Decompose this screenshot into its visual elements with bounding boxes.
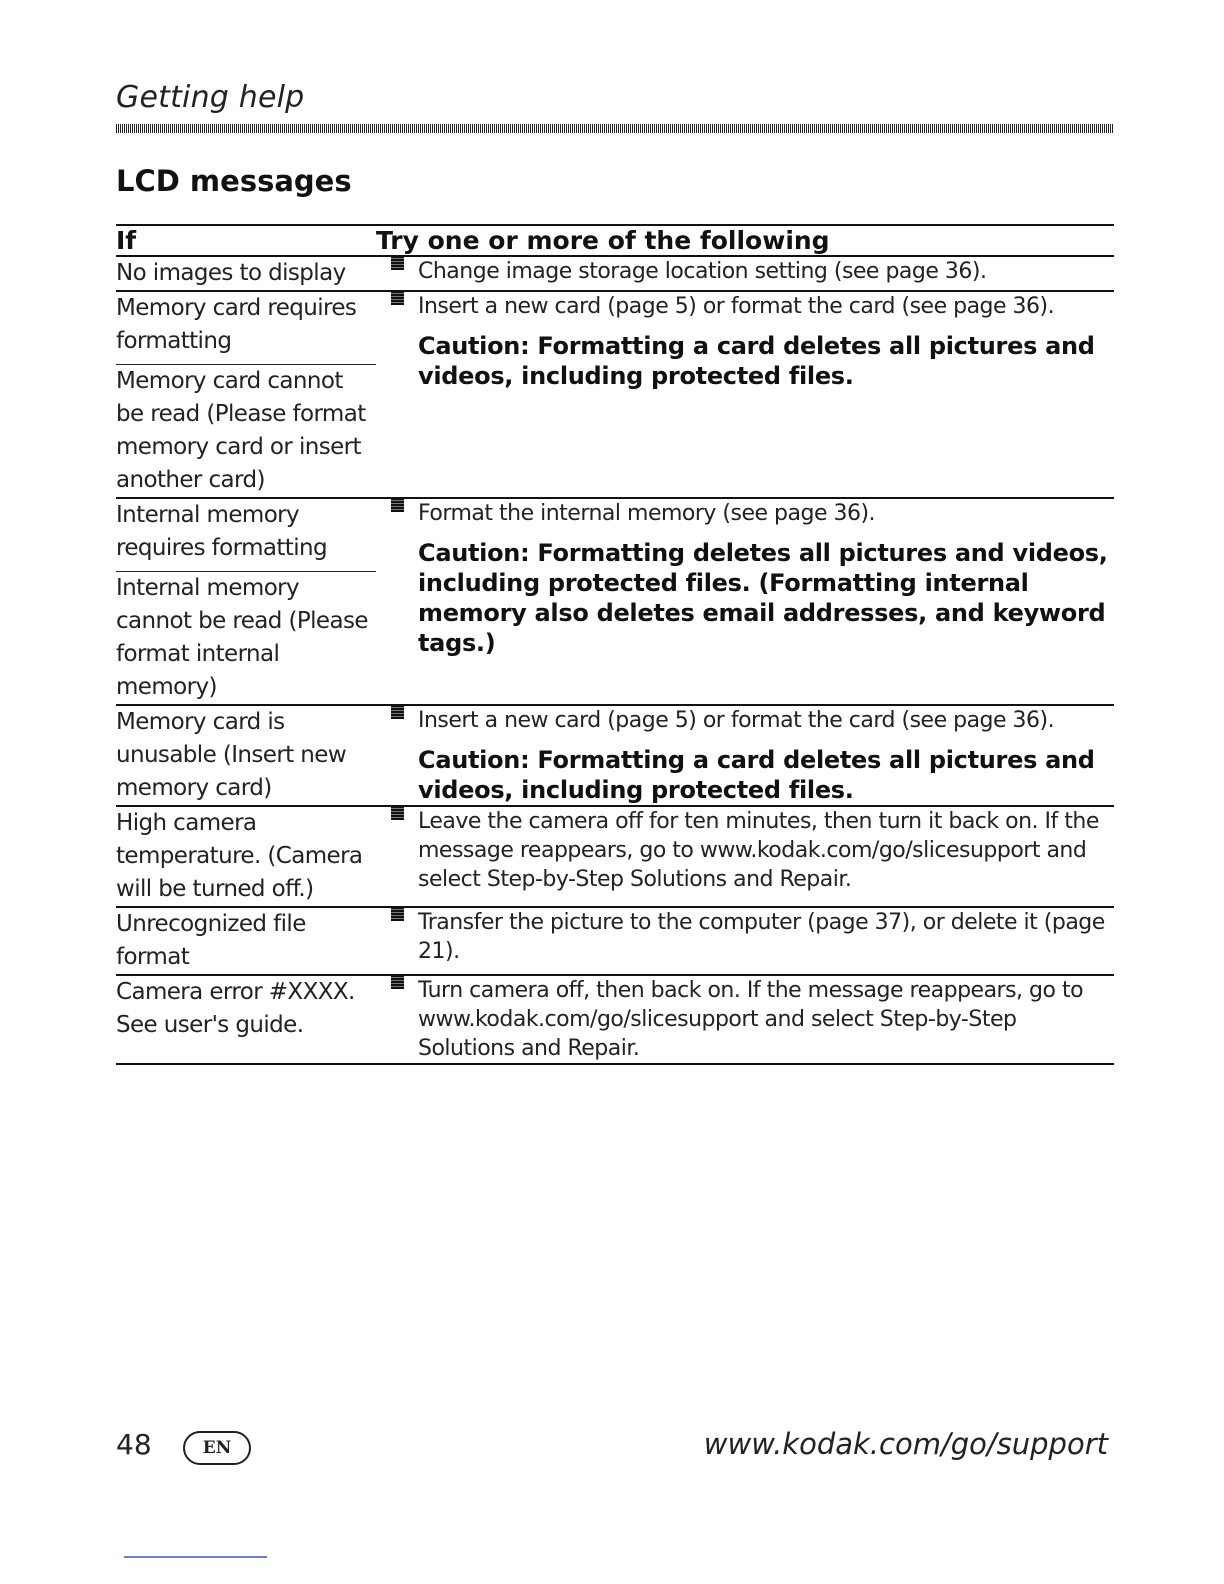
page-edge-mark [124, 1556, 267, 1558]
action-text: Turn camera off, then back on. If the message reappears, go to www.kodak.com/go/slicesupport and select Step-by-Step Solutions and Repair. [418, 978, 1084, 1061]
if-condition: No images to display [116, 256, 376, 291]
action-cell [418, 975, 1114, 1064]
bullet-icon [391, 499, 404, 512]
action-cell [418, 256, 1114, 291]
table-row [116, 256, 1114, 291]
table-row [116, 975, 1114, 1064]
if-condition: High camera temperature. (Camera will be turned off.) [116, 806, 376, 907]
section-title: LCD messages [116, 164, 352, 198]
caution-text: Caution: Formatting deletes all pictures and videos, including protected files. (Formatting internal memory also deletes email addresses, and keyword tags.) [418, 539, 1108, 657]
bullet-icon [391, 807, 404, 820]
action-cell [418, 705, 1114, 806]
column-header-try: Try one or more of the following [376, 226, 830, 255]
lcd-messages-table [116, 224, 1114, 1065]
action-text: Insert a new card (page 5) or format the card (see page 36). [418, 294, 1055, 319]
action-cell [418, 291, 1114, 498]
action-text: Change image storage location setting (see page 36). [418, 259, 987, 284]
table-row [116, 291, 1114, 365]
action-cell [418, 907, 1114, 975]
if-condition: Memory card is unusable (Insert new memory card) [116, 705, 376, 806]
action-text: Insert a new card (page 5) or format the card (see page 36). [418, 708, 1055, 733]
column-header-if: If [116, 226, 137, 255]
action-text: Leave the camera off for ten minutes, then turn it back on. If the message reappears, go to www.kodak.com/go/slicesupport and select Step-by-Step Solutions and Repair. [418, 809, 1099, 892]
if-condition: Camera error #XXXX. See user's guide. [116, 975, 376, 1064]
bullet-icon [391, 908, 404, 921]
language-badge: EN [183, 1431, 251, 1465]
action-text: Format the internal memory (see page 36). [418, 501, 876, 526]
table-row [116, 705, 1114, 806]
if-condition: Internal memory requires formatting [116, 498, 376, 572]
caution-text: Caution: Formatting a card deletes all pictures and videos, including protected files. [418, 332, 1095, 390]
bullet-icon [391, 292, 404, 305]
caution-text: Caution: Formatting a card deletes all pictures and videos, including protected files. [418, 746, 1095, 804]
table-row [116, 498, 1114, 572]
action-cell [418, 806, 1114, 907]
action-cell [418, 498, 1114, 705]
if-condition: Memory card requires formatting [116, 291, 376, 365]
if-condition: Unrecognized file format [116, 907, 376, 975]
bullet-icon [391, 706, 404, 719]
table-row [116, 907, 1114, 975]
table-header-row [116, 225, 1114, 256]
if-condition: Internal memory cannot be read (Please format internal memory) [116, 572, 376, 706]
action-text: Transfer the picture to the computer (page 37), or delete it (page 21). [418, 910, 1105, 964]
page-header-title: Getting help [116, 80, 305, 115]
if-condition: Memory card cannot be read (Please format memory card or insert another card) [116, 365, 376, 499]
table-row [116, 806, 1114, 907]
bullet-icon [391, 976, 404, 989]
header-rule [116, 124, 1114, 133]
page-number: 48 [116, 1428, 152, 1461]
support-url[interactable]: www.kodak.com/go/support [703, 1427, 1108, 1461]
bullet-icon [391, 257, 404, 270]
